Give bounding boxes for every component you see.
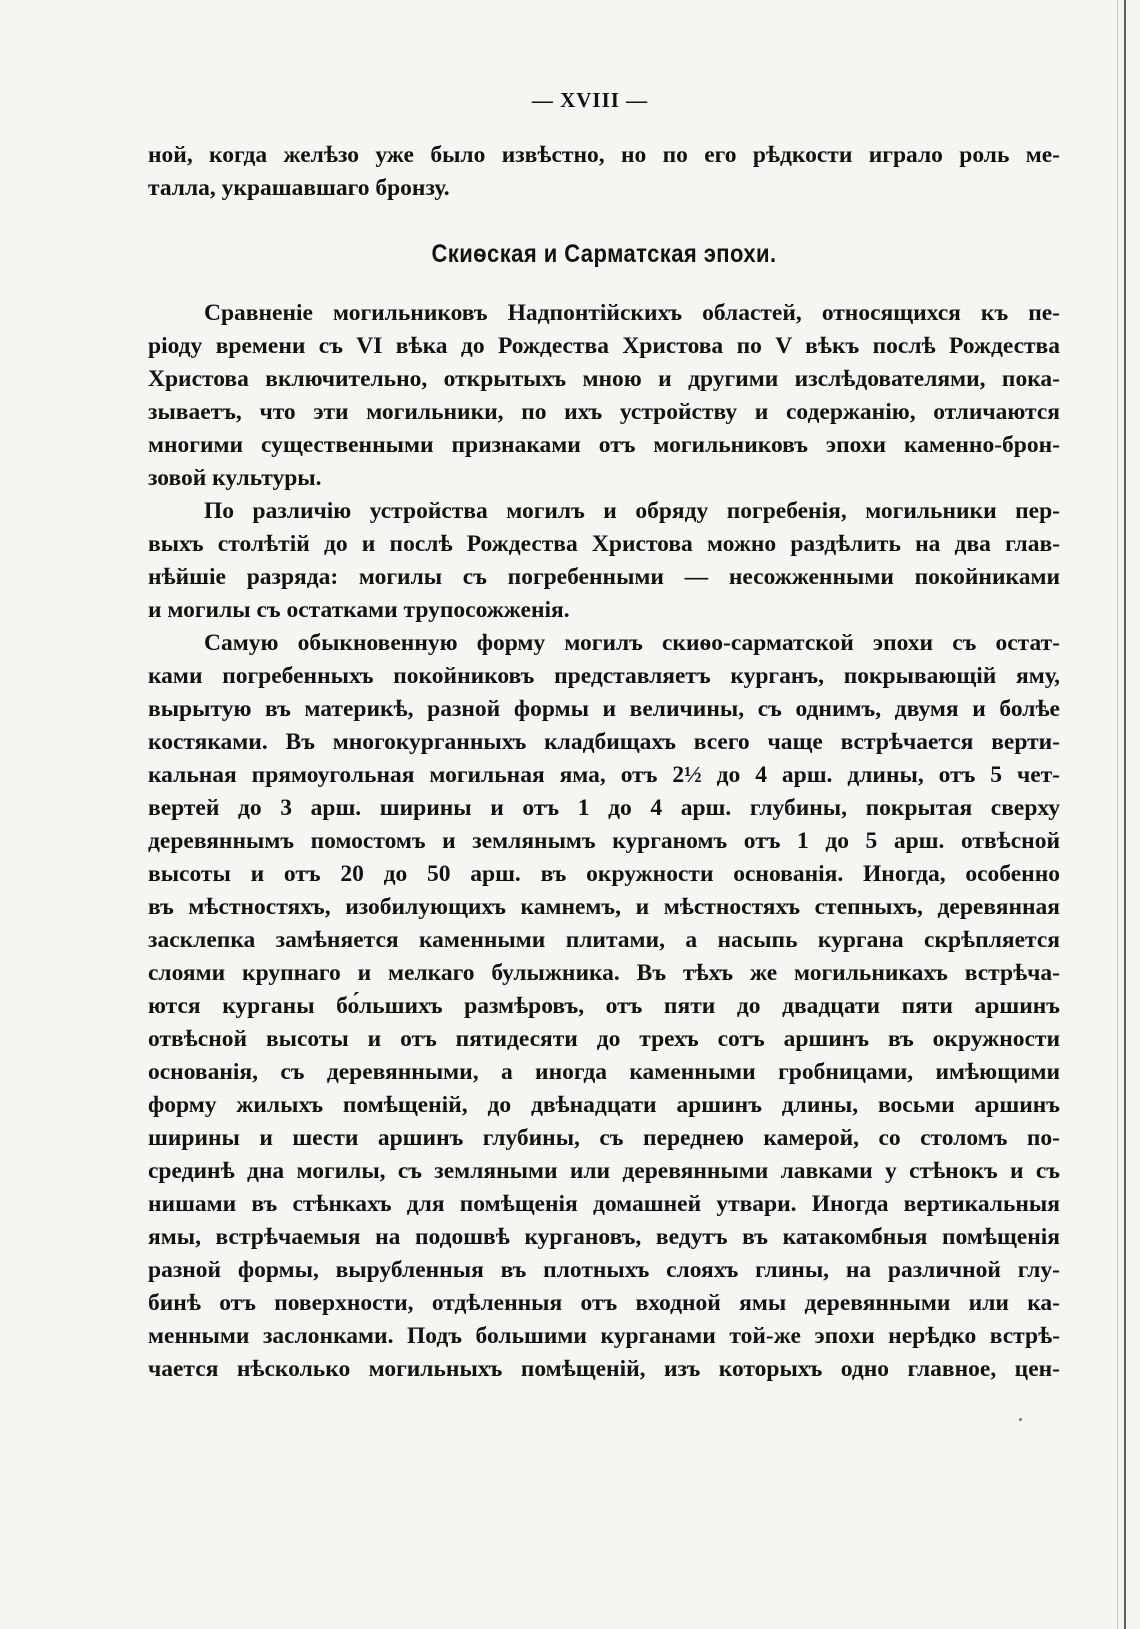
text-line: Христова включительно, открытыхъ мною и другими изслѣдователями, пока-	[148, 366, 1060, 392]
text-line: разной формы, вырубленныя въ плотныхъ слояхъ глины, на различной глу-	[148, 1257, 1060, 1283]
text-line: чается нѣсколько могильныхъ помѣщеній, изъ которыхъ одно главное, цен-	[148, 1356, 1060, 1382]
text-line: слоями крупнаго и мелкаго булыжника. Въ тѣхъ же могильникахъ встрѣча-	[148, 960, 1060, 986]
text-line: талла, украшавшаго бронзу.	[148, 175, 450, 201]
text-line: По различію устройства могилъ и обряду погребенія, могильники пер-	[204, 498, 1060, 524]
text-line: бинѣ отъ поверхности, отдѣленныя отъ входной ямы деревянными или ка-	[148, 1290, 1060, 1316]
text-line: выхъ столѣтій до и послѣ Рождества Христова можно раздѣлить на два глав-	[148, 531, 1060, 557]
text-line: вырытую въ материкѣ, разной формы и величины, съ однимъ, двумя и болѣе	[148, 696, 1060, 722]
text-line: кальная прямоугольная могильная яма, отъ 2½ до 4 арш. длины, отъ 5 чет-	[148, 762, 1060, 788]
text-line: срединѣ дна могилы, съ земляными или деревянными лавками у стѣнокъ и съ	[148, 1158, 1060, 1184]
text-line: въ мѣстностяхъ, изобилующихъ камнемъ, и мѣстностяхъ степныхъ, деревянная	[148, 894, 1060, 920]
text-line: высоты и отъ 20 до 50 арш. въ окружности основанія. Иногда, особенно	[148, 861, 1060, 887]
page-number: — XVIII —	[531, 88, 649, 112]
text-line: ются курганы бо́льшихъ размѣровъ, отъ пяти до двадцати пяти аршинъ	[148, 993, 1060, 1019]
text-line: многими существенными признаками отъ могильниковъ эпохи каменно-брон-	[148, 432, 1060, 458]
text-line: отвѣсной высоты и отъ пятидесяти до трехъ сотъ аршинъ въ окружности	[148, 1026, 1060, 1052]
text-line: засклепка замѣняется каменными плитами, а насыпь кургана скрѣпляется	[148, 927, 1060, 953]
text-line: ной, когда желѣзо уже было извѣстно, но по его рѣдкости играло роль ме-	[148, 142, 1060, 168]
text-line: костяками. Въ многокурганныхъ кладбищахъ всего чаще встрѣчается верти-	[148, 729, 1060, 755]
text-line: основанія, съ деревянными, а иногда каменными гробницами, имѣющими	[148, 1059, 1060, 1085]
text-line: форму жилыхъ помѣщеній, до двѣнадцати аршинъ длины, восьми аршинъ	[148, 1092, 1060, 1118]
text-line: нишами въ стѣнкахъ для помѣщенія домашней утвари. Иногда вертикальныя	[148, 1191, 1060, 1217]
page-binding-edge	[1124, 0, 1126, 1629]
intro-paragraph	[148, 139, 1060, 205]
text-line: ріоду времени съ VI вѣка до Рождества Христова по V вѣкъ послѣ Рождества	[148, 333, 1060, 359]
text-line: Самую обыкновенную форму могилъ скиѳо-сарматской эпохи съ остат-	[204, 630, 1060, 656]
text-line: вертей до 3 арш. ширины и отъ 1 до 4 арш. глубины, покрытая сверху	[148, 795, 1060, 821]
section-heading: Скиѳская и Сарматская эпохи.	[431, 240, 777, 268]
text-line: зываетъ, что эти могильники, по ихъ устройству и содержанію, отличаются	[148, 399, 1060, 425]
margin-speck	[1019, 1418, 1022, 1421]
text-line: ками погребенныхъ покойниковъ представляетъ курганъ, покрывающій яму,	[148, 663, 1060, 689]
text-line: и могилы съ остатками трупосожженія.	[148, 597, 570, 623]
body-text	[148, 297, 1060, 1386]
page-binding-shadow	[1117, 0, 1118, 1629]
text-line: менными заслонками. Подъ большими курганами той-же эпохи нерѣдко встрѣ-	[148, 1323, 1060, 1349]
text-line: ширины и шести аршинъ глубины, съ переднею камерой, со столомъ по-	[148, 1125, 1060, 1151]
text-line: Сравненіе могильниковъ Надпонтійскихъ областей, относящихся къ пе-	[204, 300, 1060, 326]
text-line: деревяннымъ помостомъ и землянымъ курганомъ отъ 1 до 5 арш. отвѣсной	[148, 828, 1060, 854]
text-line: зовой культуры.	[148, 465, 322, 491]
text-line: нѣйшіе разряда: могилы съ погребенными — несожженными покойниками	[148, 564, 1060, 590]
text-line: ямы, встрѣчаемыя на подошвѣ кургановъ, ведутъ въ катакомбныя помѣщенія	[148, 1224, 1060, 1250]
